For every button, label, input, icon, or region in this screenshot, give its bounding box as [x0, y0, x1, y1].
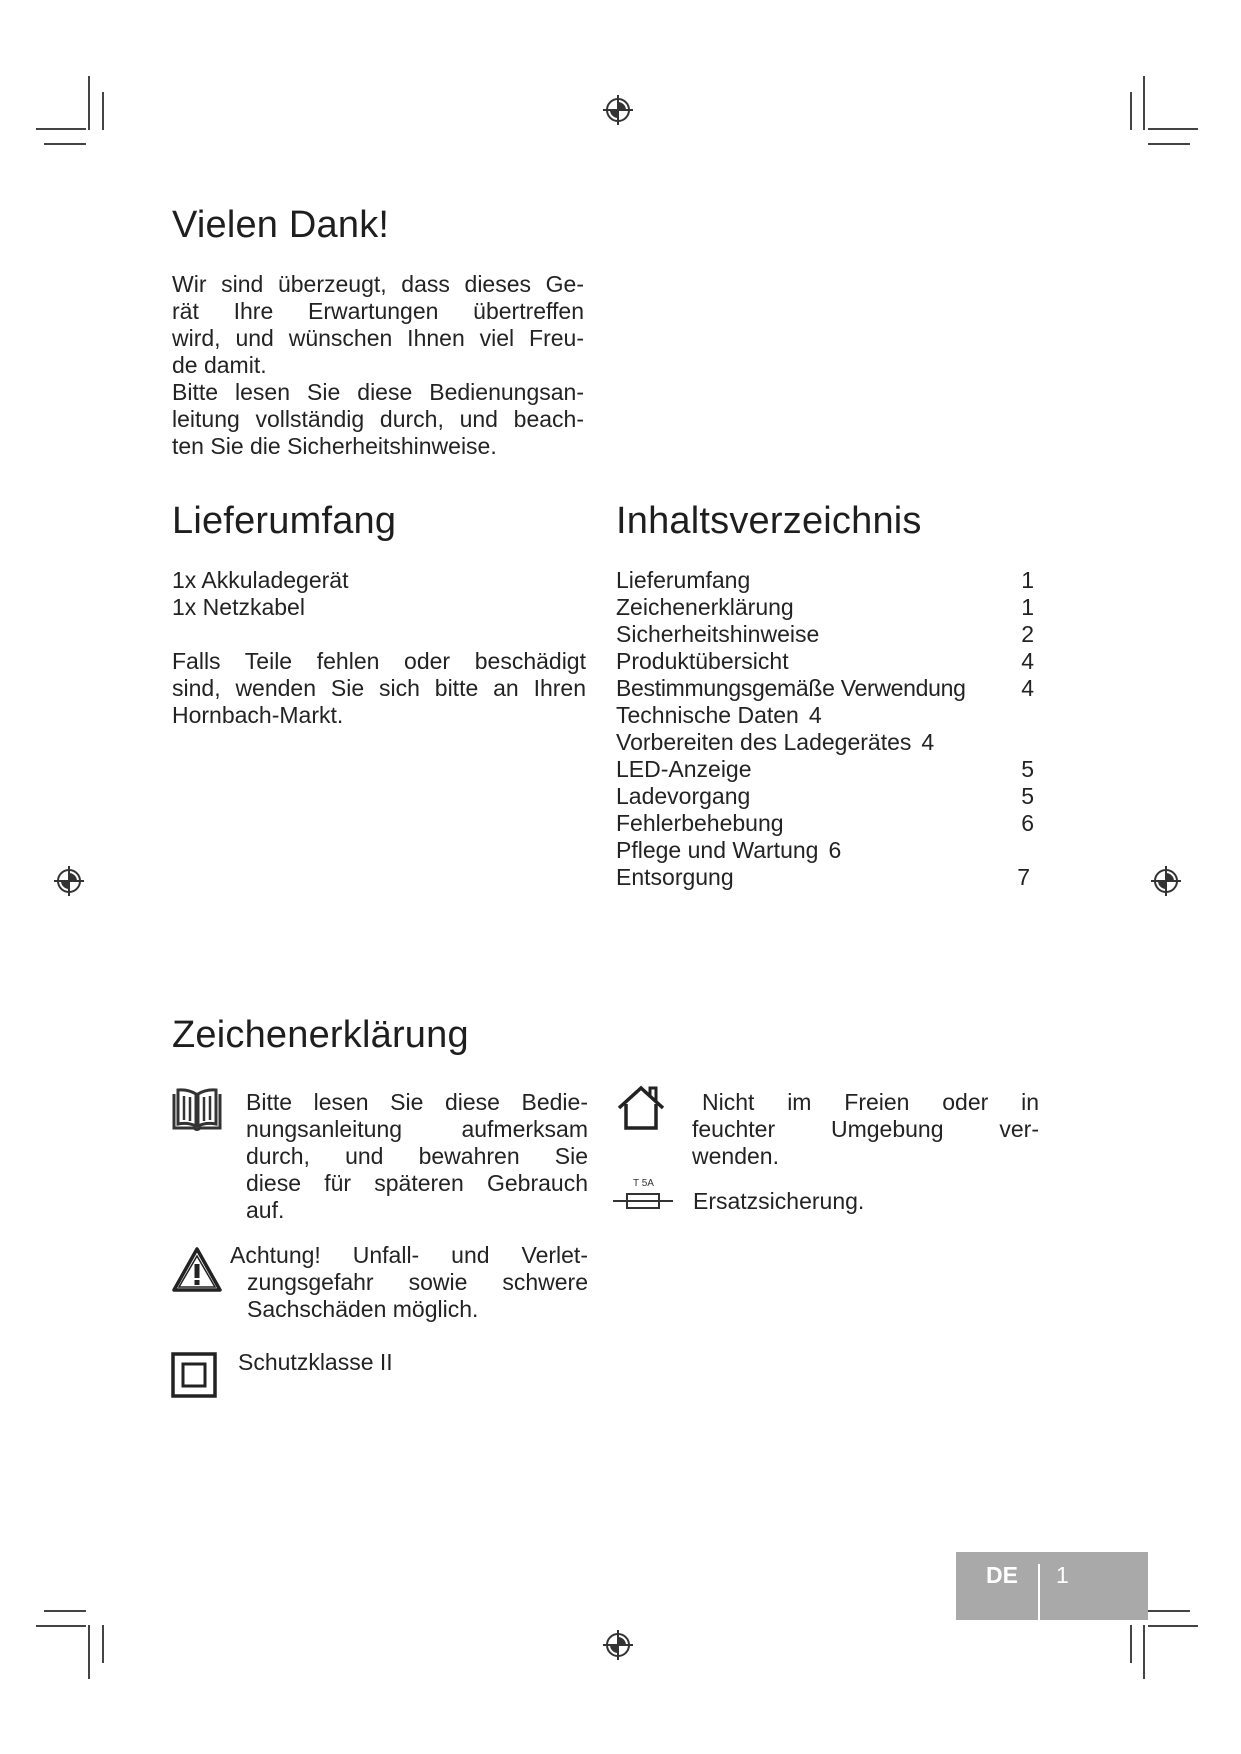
- legend-indoor-line: Nicht im Freien oder in: [702, 1089, 1039, 1115]
- legend-indoor-text: [692, 1089, 1039, 1170]
- toc-entry-label: Ladevorgang: [616, 783, 751, 809]
- registration-mark-bottom-icon: [603, 1630, 633, 1660]
- toc-entry[interactable]: [616, 648, 1034, 675]
- book-icon: [170, 1088, 224, 1134]
- intro-text: [172, 271, 584, 460]
- legend-manual-line: Bitte lesen Sie diese Bedie-: [246, 1089, 588, 1115]
- toc-entry-label: Bestimmungsgemäße Verwendung: [616, 675, 966, 701]
- registration-mark-left-icon: [54, 866, 84, 896]
- toc-entry-label: Zeichenerklärung: [616, 594, 794, 620]
- protection-class-ii-icon: [171, 1352, 217, 1398]
- toc-entry[interactable]: [616, 756, 1034, 783]
- toc-entry-page: 5: [1021, 756, 1034, 782]
- delivery-item: 1x Netzkabel: [172, 594, 305, 620]
- toc-entry[interactable]: [616, 702, 1034, 729]
- toc-entry[interactable]: [616, 621, 1034, 648]
- delivery-note: [172, 648, 586, 729]
- toc-entry-page: 1: [1021, 594, 1034, 620]
- house-icon: [616, 1084, 666, 1132]
- legend-manual-line: durch, und bewahren Sie: [246, 1143, 588, 1169]
- delivery-list: [172, 567, 592, 621]
- toc-entry[interactable]: [616, 675, 1034, 702]
- legend-manual-line: auf.: [246, 1197, 285, 1223]
- legend-indoor-line: feuchter Umgebung ver-: [692, 1116, 1039, 1142]
- registration-mark-top-icon: [603, 95, 633, 125]
- warning-triangle-icon: [171, 1246, 223, 1294]
- intro-line: rät Ihre Erwartungen übertreffen: [172, 298, 584, 324]
- toc-title: Inhaltsverzeichnis: [616, 500, 922, 542]
- delivery-title: Lieferumfang: [172, 500, 397, 542]
- toc-entry-label: Fehlerbehebung: [616, 810, 784, 836]
- fuse-icon: [613, 1180, 673, 1216]
- toc-entry-label: Entsorgung: [616, 864, 734, 890]
- intro-line: wird, und wünschen Ihnen viel Freu-: [172, 325, 584, 351]
- intro-line: de damit.: [172, 352, 267, 378]
- fuse-icon-label: T 5A: [633, 1178, 654, 1189]
- page-number: 1: [1056, 1562, 1069, 1588]
- toc-entry-label: Produktübersicht: [616, 648, 789, 674]
- toc-entry-page: 4: [921, 729, 935, 755]
- toc-entry-page: 4: [1021, 648, 1034, 674]
- legend-warning-line: zungsgefahr sowie schwere: [247, 1269, 588, 1295]
- toc-entry-label: LED-Anzeige: [616, 756, 752, 782]
- legend-indoor-line: wenden.: [692, 1143, 779, 1169]
- toc-entry[interactable]: [616, 729, 1034, 756]
- intro-line: Wir sind überzeugt, dass dieses Ge-: [172, 271, 584, 297]
- toc-entry-page: 1: [1021, 567, 1034, 593]
- delivery-item: 1x Akkuladegerät: [172, 567, 349, 593]
- delivery-note-line: Hornbach-Markt.: [172, 702, 344, 728]
- toc-entry[interactable]: [616, 837, 1034, 864]
- toc-entry[interactable]: [616, 783, 1034, 810]
- toc-entry-label: Lieferumfang: [616, 567, 751, 593]
- table-of-contents: [616, 567, 1034, 891]
- toc-entry-page: 2: [1021, 621, 1034, 647]
- registration-mark-right-icon: [1151, 866, 1181, 896]
- page-tab: [956, 1552, 1148, 1620]
- legend-manual-line: nungsanleitung aufmerksam: [246, 1116, 588, 1142]
- legend-warning-line: Sachschäden möglich.: [247, 1296, 479, 1322]
- toc-entry-page: 7: [1017, 864, 1030, 890]
- intro-line: Bitte lesen Sie diese Bedienungsan-: [172, 379, 584, 405]
- delivery-note-line: Falls Teile fehlen oder beschädigt: [172, 648, 586, 674]
- toc-entry[interactable]: [616, 864, 1034, 891]
- page-tab-divider: [1038, 1564, 1040, 1620]
- toc-entry-page: 5: [1021, 783, 1034, 809]
- legend-protection-text: Schutzklasse II: [238, 1349, 393, 1375]
- toc-entry-page: 6: [828, 837, 842, 863]
- intro-line: ten Sie die Sicherheitshinweise.: [172, 433, 497, 459]
- intro-title: Vielen Dank!: [172, 204, 390, 246]
- toc-entry-label: Technische Daten: [616, 702, 799, 728]
- legend-manual-text: [246, 1089, 588, 1224]
- toc-entry[interactable]: [616, 810, 1034, 837]
- toc-entry-page: 4: [1021, 675, 1034, 701]
- toc-entry-page: 4: [808, 702, 822, 728]
- legend-warning-line: Achtung! Unfall- und Verlet-: [230, 1242, 588, 1268]
- delivery-note-line: sind, wenden Sie sich bitte an Ihren: [172, 675, 586, 701]
- toc-entry[interactable]: [616, 594, 1034, 621]
- intro-line: leitung vollständig durch, und beach-: [172, 406, 584, 432]
- toc-entry-label: Pflege und Wartung: [616, 837, 819, 863]
- legend-fuse-text: Ersatzsicherung.: [693, 1188, 865, 1214]
- legend-manual-line: diese für späteren Gebrauch: [246, 1170, 588, 1196]
- language-label: DE: [986, 1562, 1018, 1588]
- toc-entry-page: 6: [1021, 810, 1034, 836]
- toc-entry[interactable]: [616, 567, 1034, 594]
- toc-entry-label: Vorbereiten des Ladegerätes: [616, 729, 912, 755]
- toc-entry-label: Sicherheitshinweise: [616, 621, 820, 647]
- legend-warning-text: [230, 1242, 588, 1323]
- legend-title: Zeichenerklärung: [172, 1014, 469, 1056]
